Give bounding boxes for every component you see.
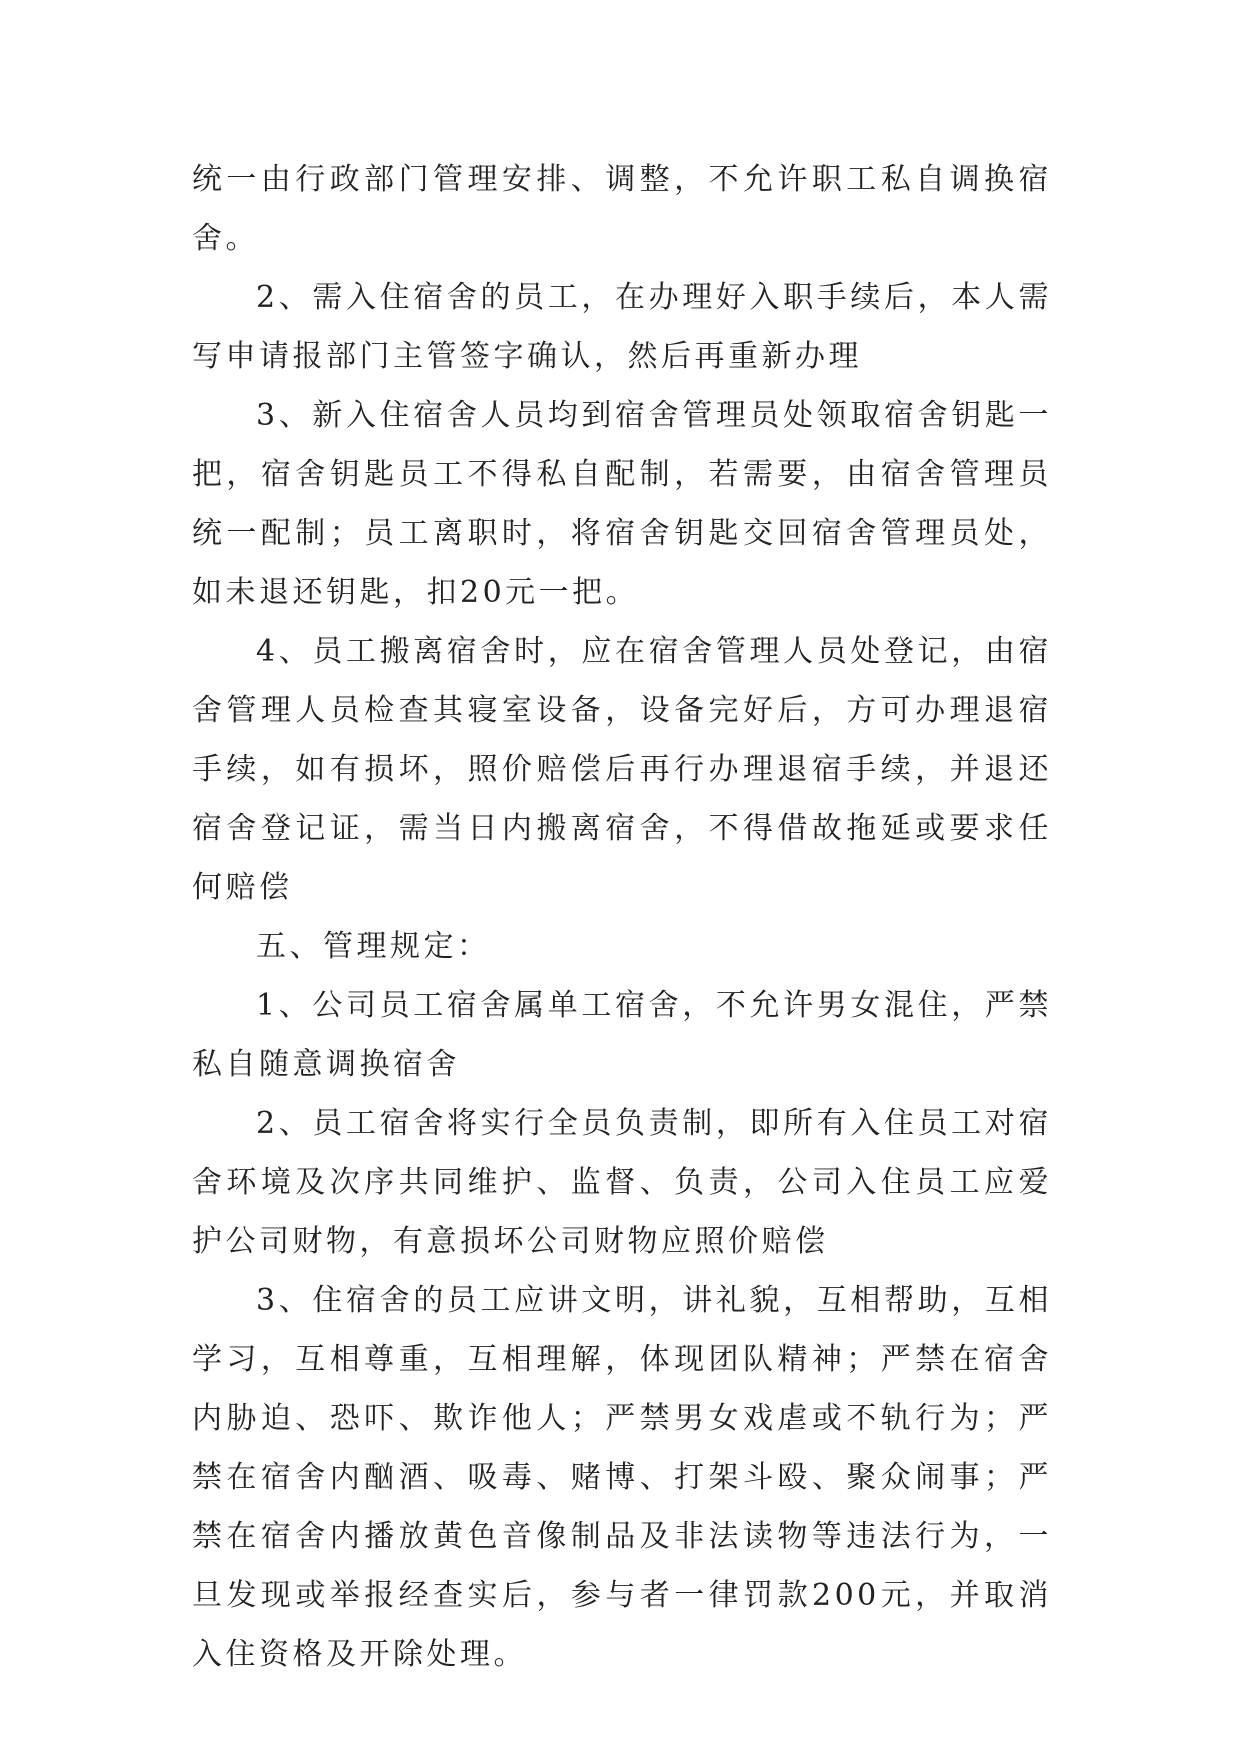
section-heading-management-rules: 五、管理规定： [256, 929, 491, 964]
paragraph-rule-3-conduct: 3、住宿舍的员工应讲文明，讲礼貌，互相帮助，互相学习，互相尊重，互相理解，体现团队精神；严禁在宿舍内胁迫、恐吓、欺诈他人；严禁男女戏虐或不轨行为；严禁在宿舍内酗酒、吸毒、赌博、打架斗殴、聚众闹事；严禁在宿舍内播放黄色音像制品及非法读物等违法行为，一旦发现或举报经查实后，参与者一律罚款200元，并取消入住资格及开除处理。 [192, 1283, 1052, 1672]
paragraph-rule-1-single-gender: 1、公司员工宿舍属单工宿舍，不允许男女混住，严禁私自随意调换宿舍 [192, 988, 1052, 1082]
document-body [192, 150, 1052, 1684]
paragraph-rule-2-responsibility: 2、员工宿舍将实行全员负责制，即所有入住员工对宿舍环境及次序共同维护、监督、负责，公司入住员工应爱护公司财物，有意损坏公司财物应照价赔偿 [192, 1106, 1052, 1259]
paragraph-item-4-moving-out: 4、员工搬离宿舍时，应在宿舍管理人员处登记，由宿舍管理人员检查其寝室设备，设备完好后，方可办理退宿手续，如有损坏，照价赔偿后再行办理退宿手续，并退还宿舍登记证，需当日内搬离宿舍，不得借故拖延或要求任何赔偿 [192, 634, 1052, 905]
paragraph-item-3-dorm-keys: 3、新入住宿舍人员均到宿舍管理员处领取宿舍钥匙一把，宿舍钥匙员工不得私自配制，若需要，由宿舍管理员统一配制；员工离职时，将宿舍钥匙交回宿舍管理员处，如未退还钥匙，扣20元一把。 [192, 398, 1052, 610]
paragraph-item-2-dorm-application: 2、需入住宿舍的员工，在办理好入职手续后，本人需写申请报部门主管签字确认，然后再重新办理 [192, 280, 1052, 374]
paragraph-continuation: 统一由行政部门管理安排、调整，不允许职工私自调换宿舍。 [192, 162, 1052, 256]
